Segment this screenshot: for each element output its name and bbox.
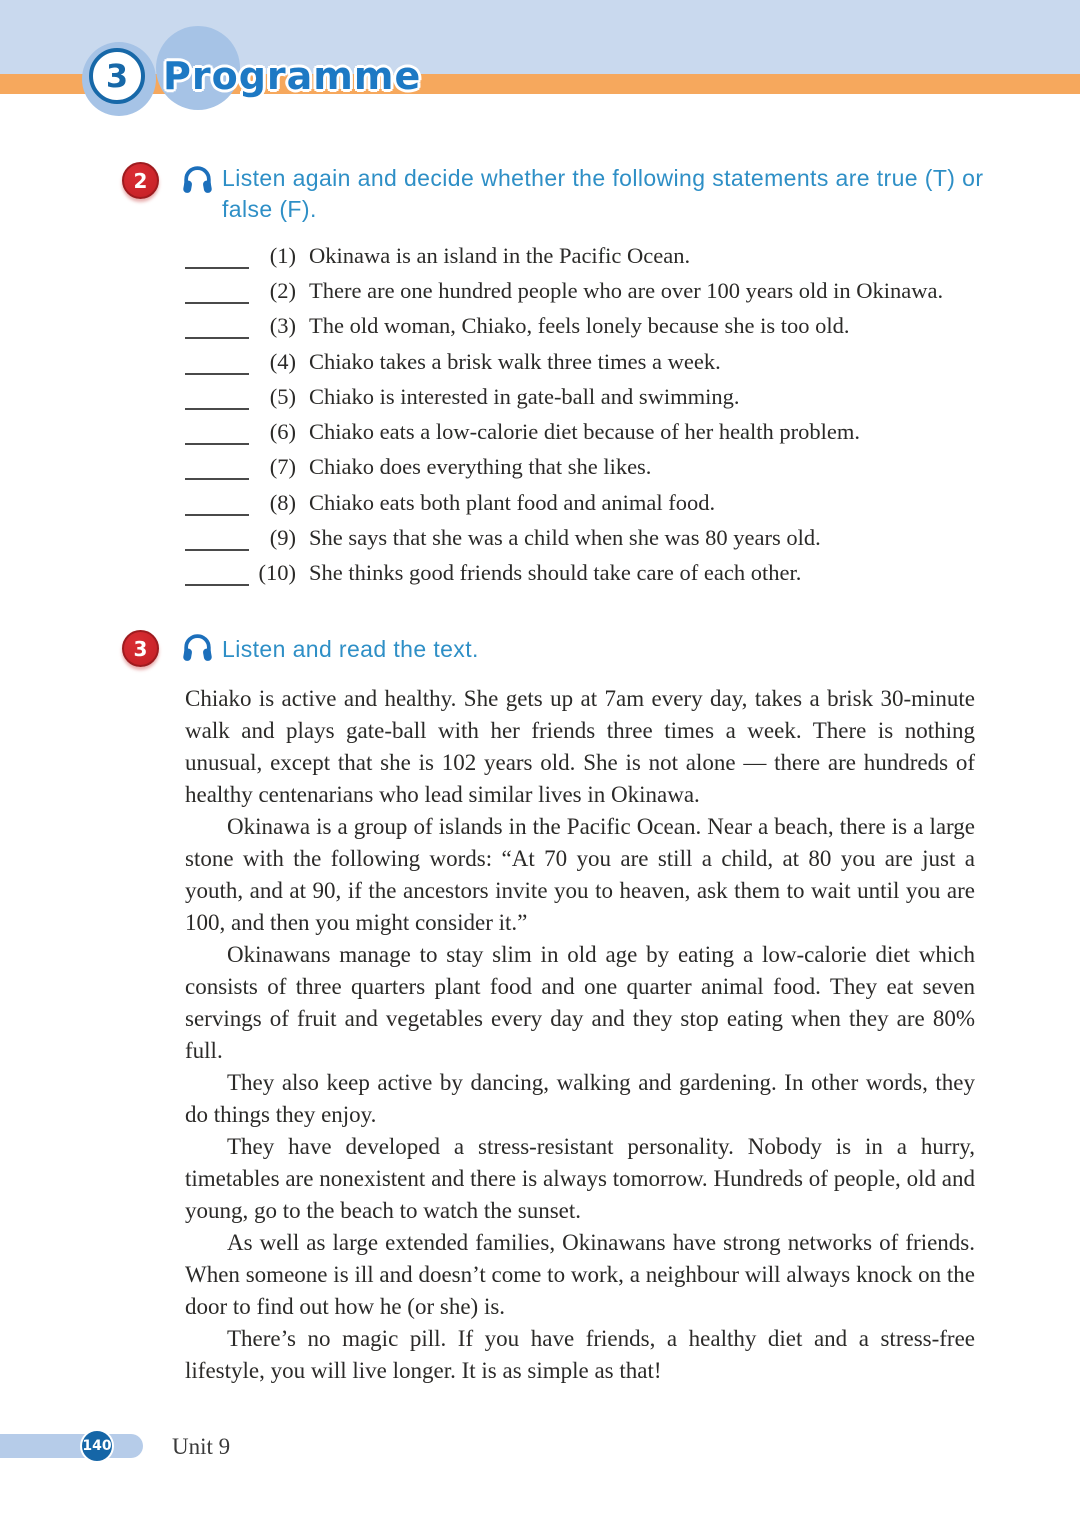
statement-row (185, 379, 943, 414)
passage-paragraph: Okinawa is a group of islands in the Pacific Ocean. Near a beach, there is a large stone with the following words: “At 70 you are still a child, at 80 you are just a youth, and at 90, if the ancestors invite you to heaven, ask them to wait until you are 100, and then you might consider it.” (185, 814, 975, 935)
statement-text: Chiako takes a brisk walk three times a week. (309, 348, 721, 374)
answer-blank (185, 566, 249, 586)
statement-text: Chiako does everything that she likes. (309, 454, 652, 480)
statement-text: Chiako is interested in gate-ball and swimming. (309, 383, 740, 409)
exercise-2-number: 2 (133, 168, 148, 193)
passage-paragraph: They also keep active by dancing, walking and gardening. In other words, they do things they enjoy. (185, 1070, 975, 1127)
statement-row (185, 238, 943, 273)
statement-text: Chiako eats both plant food and animal food. (309, 489, 716, 515)
statement-number: (7) (269, 454, 296, 480)
statement-row (185, 273, 943, 308)
exercise-3-badge (122, 630, 159, 667)
answer-blank (185, 425, 249, 445)
statement-row (185, 344, 943, 379)
answer-blank (185, 496, 249, 516)
exercise-2-instruction: Listen again and decide whether the following statements are true (T) or false (F). (222, 165, 984, 222)
page-number: 140 (82, 1438, 112, 1454)
statement-row (185, 414, 943, 449)
passage-paragraph: As well as large extended families, Okinawans have strong networks of friends. When someone is ill and doesn’t come to work, a neighbour will always knock on the door to find out how he (or she) is. (185, 1230, 975, 1319)
passage-paragraph: Okinawans manage to stay slim in old age by eating a low-calorie diet which consists of three quarters plant food and one quarter animal food. They eat seven servings of fruit and vegetables every day and they stop eating when they are 80% full. (185, 942, 975, 1063)
headphones-icon (181, 630, 214, 666)
answer-blank (185, 355, 249, 375)
statements-list (185, 238, 943, 591)
statement-text: There are one hundred people who are over 100 years old in Okinawa. (309, 277, 944, 303)
passage-paragraph: Chiako is active and healthy. She gets up at 7am every day, takes a brisk 30-minute walk and plays gate-ball with her friends three times a week. There is nothing unusual, except that she is 102 years old. She is not alone — there are hundreds of healthy centenarians who lead similar lives in Okinawa. (185, 686, 975, 807)
answer-blank (185, 249, 249, 269)
statement-text: Okinawa is an island in the Pacific Ocean. (309, 242, 691, 268)
statement-row (185, 309, 943, 344)
answer-blank (185, 460, 249, 480)
statement-text: She says that she was a child when she was 80 years old. (309, 525, 821, 551)
passage-paragraph: There’s no magic pill. If you have friends, a healthy diet and a stress-free lifestyle, you will live longer. It is as simple as that! (185, 1326, 975, 1383)
statement-number: (4) (269, 348, 296, 374)
statement-number: (8) (269, 489, 296, 515)
statement-number: (2) (269, 277, 296, 303)
statement-text: She thinks good friends should take care of each other. (309, 560, 802, 586)
statement-number: (10) (258, 560, 296, 586)
passage-paragraph: They have developed a stress-resistant personality. Nobody is in a hurry, timetables are nonexistent and there is always tomorrow. Hundreds of people, old and young, go to the beach to watch the sunset. (185, 1134, 975, 1223)
section-number-badge (89, 48, 145, 104)
exercise-3-instruction: Listen and read the text. (222, 636, 479, 662)
statement-number: (1) (269, 242, 296, 268)
statement-text: Chiako eats a low-calorie diet because of her health problem. (309, 419, 861, 445)
headphones-icon (181, 162, 214, 198)
statement-row (185, 485, 943, 520)
answer-blank (185, 390, 249, 410)
statement-row (185, 450, 943, 485)
statement-number: (6) (269, 419, 296, 445)
unit-label: Unit 9 (172, 1434, 231, 1459)
statement-row (185, 520, 943, 555)
reading-passage (185, 683, 975, 1387)
page-title: Programme (163, 54, 422, 98)
exercise-3-number: 3 (133, 636, 148, 661)
answer-blank (185, 531, 249, 551)
footer-pill (0, 1434, 143, 1458)
statement-row (185, 556, 943, 591)
statement-number: (9) (269, 525, 296, 551)
exercise-2-badge (122, 162, 159, 199)
statement-text: The old woman, Chiako, feels lonely because she is too old. (309, 313, 850, 339)
answer-blank (185, 284, 249, 304)
statement-number: (3) (269, 313, 296, 339)
page-number-badge (80, 1429, 114, 1463)
section-number: 3 (105, 57, 129, 95)
answer-blank (185, 319, 249, 339)
statement-number: (5) (269, 383, 296, 409)
